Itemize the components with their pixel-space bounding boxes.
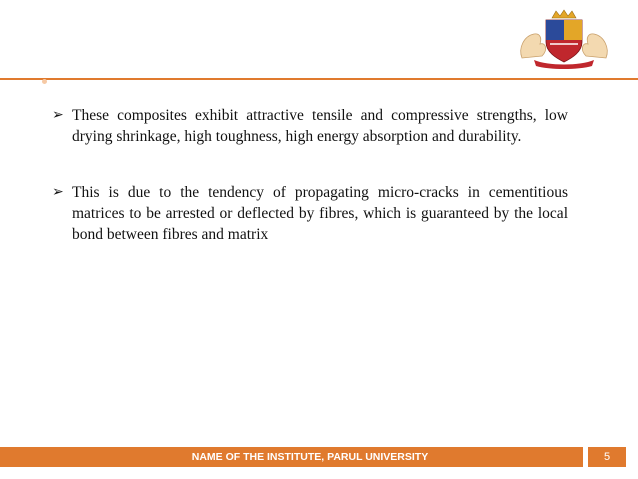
arrow-bullet-icon: ➢ <box>52 184 64 200</box>
bullet-item-composites <box>52 105 568 147</box>
decorative-dot <box>42 79 47 84</box>
arrow-bullet-icon: ➢ <box>52 107 64 123</box>
footer-institute-name: NAME OF THE INSTITUTE, PARUL UNIVERSITY <box>191 451 429 463</box>
bullet-text: These composites exhibit attractive tensile and compressive strengths, low drying shrinkage, high toughness, high energy absorption and durability. <box>72 107 568 145</box>
bullet-text: This is due to the tendency of propagating micro-cracks in cementitious matrices to be arrested or deflected by fibres, which is guaranteed by the local bond between fibres and matrix <box>72 184 568 243</box>
university-crest-icon <box>512 8 616 70</box>
page-number: 5 <box>588 447 626 467</box>
header-divider <box>0 78 638 80</box>
bullet-item-microcracks <box>52 182 568 245</box>
